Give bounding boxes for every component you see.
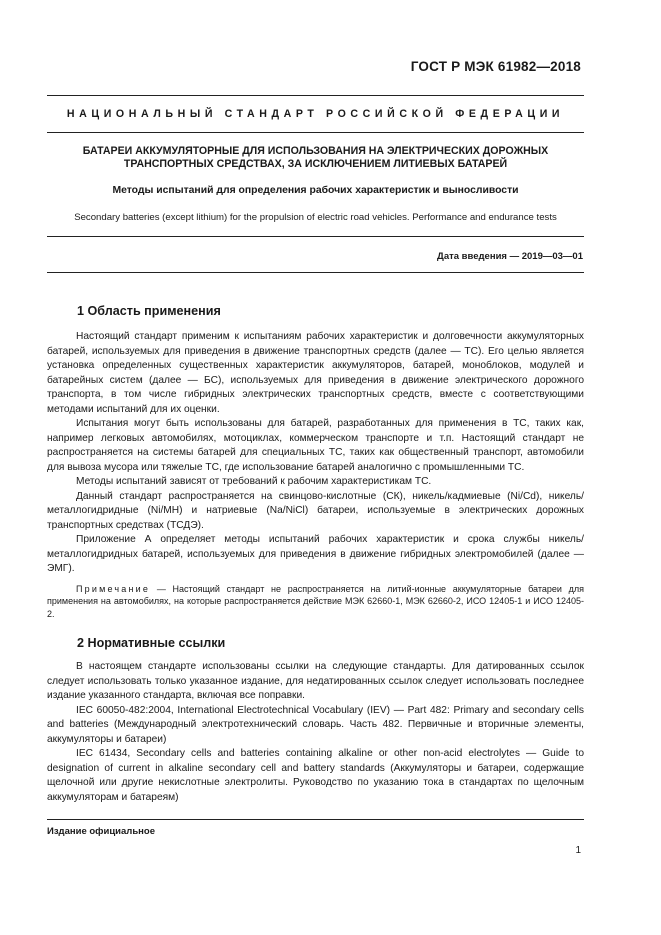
title-line-1: БАТАРЕИ АККУМУЛЯТОРНЫЕ ДЛЯ ИСПОЛЬЗОВАНИЯ НА ЭЛЕКТРИЧЕСКИХ ДОРОЖНЫХ xyxy=(82,145,549,157)
header-top-rule xyxy=(47,95,584,96)
note xyxy=(47,583,584,621)
section-2-body xyxy=(47,660,584,805)
gost-code: ГОСТ Р МЭК 61982—2018 xyxy=(410,59,581,74)
national-standard-title: НАЦИОНАЛЬНЫЙ СТАНДАРТ РОССИЙСКОЙ ФЕДЕРАЦИИ xyxy=(66,108,565,120)
page-number: 1 xyxy=(575,845,581,856)
date-rule xyxy=(47,272,584,273)
paragraph: В настоящем стандарте использованы ссылки на следующие стандарты. Для датированных ссылок следует использовать только указанное издание, для недатированных ссылок следует использовать последнее издание указанного стандарта, включая все поправки. xyxy=(47,661,584,701)
introduction-date: Дата введения — 2019—03—01 xyxy=(437,251,583,262)
english-title: Secondary batteries (except lithium) for the propulsion of electric road vehicles. Performance and endurance tests xyxy=(74,212,557,223)
header-bottom-rule xyxy=(47,132,584,133)
official-edition-label: Издание официальное xyxy=(47,826,155,837)
paragraph: IEC 60050-482:2004, International Electrotechnical Vocabulary (IEV) — Part 482: Primary and secondary cells and batteries (Международный электротехнический словарь. Часть 482. Первичные и вторичные элементы, аккумуляторы и батареи) xyxy=(47,704,584,745)
document-title xyxy=(47,145,584,171)
paragraph: IEC 61434, Secondary cells and batteries containing alkaline or other non-acid electrolytes — Guide to designation of current in alkaline secondary cell and battery standards (Аккумуляторы и батареи, содержащие щелочной или другие некислотные электролиты. Руководство по указанию тока в стандартах по щелочным аккумуляторам и батареям) xyxy=(47,748,584,803)
paragraph: Настоящий стандарт применим к испытаниям рабочих характеристик и долговечности аккумуляторных батарей, используемых для приведения в движение транспортных средств (далее — ТС). Его целью является установка определенных существенных характеристик аккумуляторов, батарей, моноблоков, модулей и батарейных систем (далее — БС), используемых для приведения в движение электрического дорожного транспорта, в том числе гибридных электрических транспортных средств, вместе с соответствующими методами испытаний для их оценки. xyxy=(47,331,584,415)
section-1-heading: 1 Область применения xyxy=(77,304,221,318)
paragraph: Приложение А определяет методы испытаний рабочих характеристик и срока службы никель/металлогидридных батарей, используемых для приведения в движение гибридных электромобилей (далее — ЭМГ). xyxy=(47,534,584,574)
section-1-body xyxy=(47,330,584,620)
footer-rule xyxy=(47,819,584,820)
section-2-heading: 2 Нормативные ссылки xyxy=(77,636,226,650)
document-subtitle: Методы испытаний для определения рабочих характеристик и выносливости xyxy=(112,185,519,196)
paragraph: Испытания могут быть использованы для батарей, разработанных для применения в ТС, таких как, например легковых автомобилях, мотоциклах, коммерческом транспорте и т.п. Настоящий стандарт не распространяется на системы батарей для специальных ТС, таких как общественный транспорт, автомобили для вывоза мусора или тяжелые ТС, где использование батарей аналогично с промышленными ТС. xyxy=(47,418,584,473)
title-rule xyxy=(47,236,584,237)
title-line-2: ТРАНСПОРТНЫХ СРЕДСТВАХ, ЗА ИСКЛЮЧЕНИЕМ ЛИТИЕВЫХ БАТАРЕЙ xyxy=(123,158,508,170)
note-text: — Настоящий стандарт не распространяется на литий-ионные аккумуляторные батареи для применения на автомобилях, на которые распространяется действие МЭК 62660-1, МЭК 62660-2, ИСО 12405-1 и ИСО 12405-2. xyxy=(47,583,584,619)
paragraph: Данный стандарт распространяется на свинцово-кислотные (СК), никель/кадмиевые (Ni/Cd), никель/металлогидридные (Ni/MH) и натриевые (Na/NiCl) батареи, используемые в электрических дорожных транспортных средствах (ТСДЭ). xyxy=(47,490,584,531)
paragraph: Методы испытаний зависят от требований к рабочим характеристикам ТС. xyxy=(76,476,432,487)
note-label: Примечание xyxy=(76,583,151,594)
